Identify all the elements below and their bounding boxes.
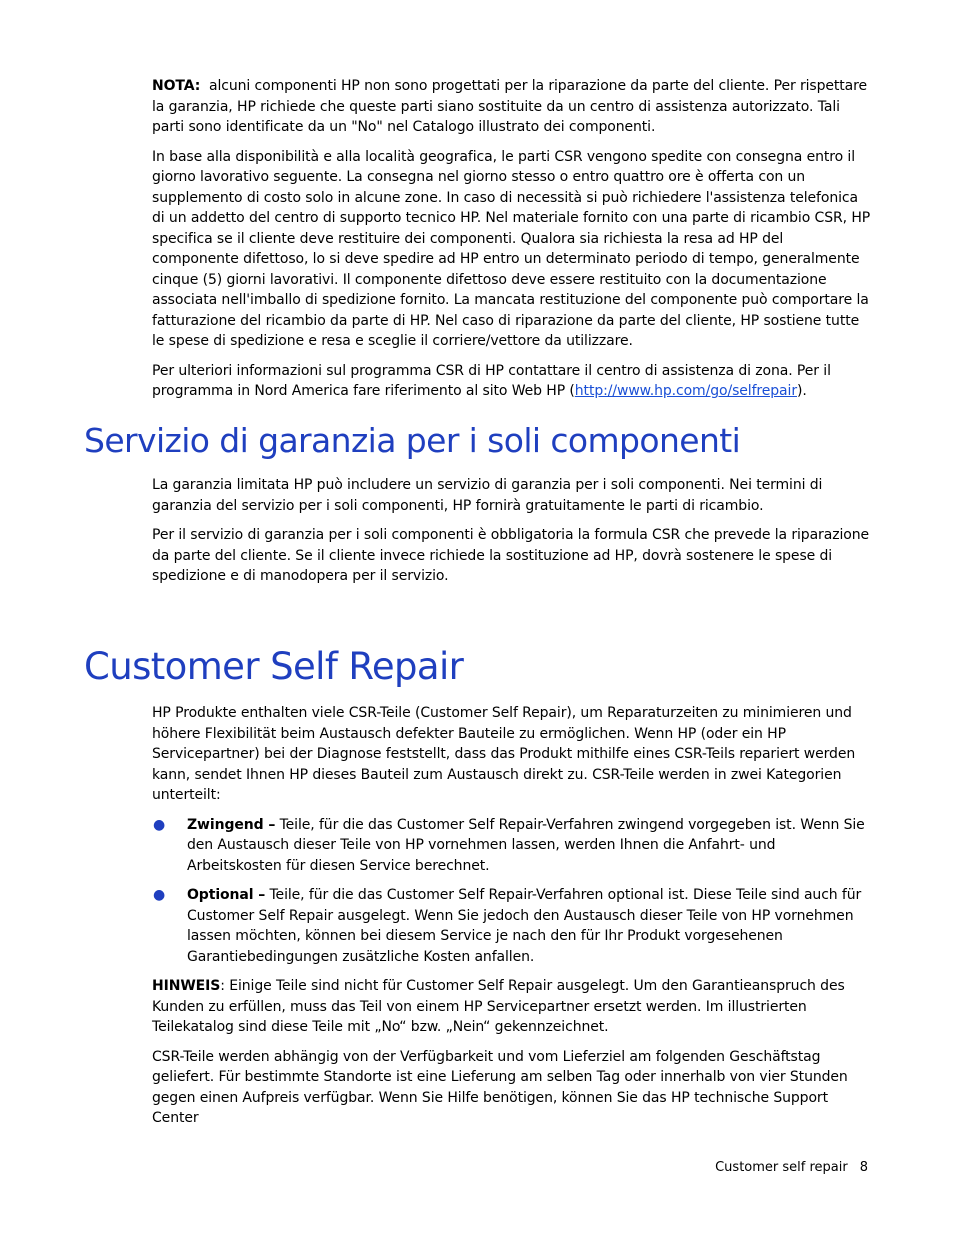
warranty-paragraph-2: Per il servizio di garanzia per i soli componenti è obbligatoria la formula CSR che prevede la riparazione da parte del cliente. Se il cliente invece richiede la sostituzione ad HP, dovrà sostenere le spese di spedizione e di manodopera per il servizio. — [152, 527, 869, 584]
hinweis-paragraph — [152, 976, 872, 1038]
warranty-paragraph-1: La garanzia limitata HP può includere un servizio di garanzia per i soli componenti. Nei termini di garanzia del servizio per i soli componenti, HP fornirà gratuitamente le parti di ricambio. — [152, 477, 823, 514]
delivery-paragraph-german: CSR-Teile werden abhängig von der Verfügbarkeit und vom Lieferziel am folgenden Geschäftstag geliefert. Für bestimmte Standorte ist eine Lieferung am selben Tag oder innerhalb von vier Stunden gegen einen Aufpreis verfügbar. Wenn Sie Hilfe benötigen, können Sie das HP technische Support Center — [152, 1048, 848, 1126]
note-paragraph — [152, 76, 872, 138]
info-text-before: Per ulteriori informazioni sul programma CSR di HP contattare il centro di assistenza di zona. Per il programma in Nord America fare riferimento al sito Web HP ( — [152, 362, 831, 399]
category-label: Optional – — [187, 887, 266, 903]
bullet-icon: ● — [153, 816, 166, 833]
hinweis-label: HINWEIS — [152, 978, 221, 994]
selfrepair-link[interactable]: http://www.hp.com/go/selfrepair — [574, 383, 797, 399]
note-text: alcuni componenti HP non sono progettati per la riparazione da parte del cliente. Per rispettare la garanzia, HP richiede che queste parti siano sostituite da un centro di assistenza autorizzato. Tali parti sono identificate da un "No" nel Catalogo illustrato dei componenti. — [152, 78, 868, 135]
heading-customer-self-repair: Customer Self Repair — [84, 645, 464, 688]
page-number: 8 — [859, 1160, 868, 1175]
list-item — [152, 885, 872, 967]
section-csr-german — [152, 703, 872, 1138]
delivery-paragraph: In base alla disponibilità e alla località geografica, le parti CSR vengono spedite con consegna entro il giorno lavorativo seguente. La consegna nel giorno stesso o entro quattro ore è offerta con un supplemento di costo solo in alcune zone. In caso di necessità si può richiedere l'assistenza telefonica di un addetto del centro di supporto tecnico HP. Nel materiale fornito con una parte di ricambio CSR, HP specifica se il cliente deve restituire dei componenti. Qualora sia richiesta la resa ad HP del componente difettoso, lo si deve spedire ad HP entro un determinato periodo di tempo, generalmente cinque (5) giorni lavorativi. Il componente difettoso deve essere restituito con la documentazione associata nell'imballo di spedizione fornito. La mancata restituzione del componente può comportare la fatturazione del ricambio da parte di HP. Nel caso di riparazione da parte del cliente, HP sostiene tutte le spese di spedizione e resa e sceglie il corriere/vettore da utilizzare. — [152, 148, 871, 349]
footer-section-name: Customer self repair — [715, 1160, 848, 1175]
category-label: Zwingend – — [187, 816, 276, 833]
category-text: Teile, für die das Customer Self Repair-Verfahren optional ist. Diese Teile sind auch für Customer Self Repair ausgelegt. Wenn Sie jedoch den Austausch dieser Teile von HP vornehmen lassen möchten, können bei diesem Service je nach den für Ihr Produkt vorgesehenen Garantiebedingungen zusätzliche Kosten anfallen. — [187, 887, 862, 965]
page-footer — [715, 1159, 868, 1177]
category-text: Teile, für die das Customer Self Repair-Verfahren zwingend vorgegeben ist. Wenn Sie den Austausch dieser Teile von HP vornehmen lassen, werden Ihnen die Anfahrt- und Arbeitskosten für diesen Service berechnet. — [187, 816, 865, 874]
info-paragraph — [152, 361, 872, 402]
list-item — [152, 815, 872, 877]
bullet-icon: ● — [153, 887, 166, 903]
heading-parts-only-warranty: Servizio di garanzia per i soli componenti — [84, 421, 741, 460]
section-parts-only-warranty — [152, 475, 872, 596]
section-csr-italian — [152, 76, 872, 411]
csr-intro-paragraph: HP Produkte enthalten viele CSR-Teile (Customer Self Repair), um Reparaturzeiten zu minimieren und höhere Flexibilität beim Austausch defekter Bauteile zu ermöglichen. Wenn HP (oder ein HP Servicepartner) bei der Diagnose feststellt, dass das Produkt mithilfe eines CSR-Teils repariert werden kann, sendet Ihnen HP dieses Bauteil zum Austausch direkt zu. CSR-Teile werden in zwei Kategorien unterteilt: — [152, 705, 856, 803]
note-label: NOTA: — [152, 78, 201, 94]
csr-category-list — [152, 815, 872, 968]
info-text-after: ). — [796, 383, 807, 399]
hinweis-text: : Einige Teile sind nicht für Customer Self Repair ausgelegt. Um den Garantieanspruch des Kunden zu erfüllen, muss das Teil von einem HP Servicepartner ersetzt werden. Im illustrierten Teilekatalog sind diese Teile mit „No“ bzw. „Nein“ gekennzeichnet. — [152, 978, 845, 1035]
